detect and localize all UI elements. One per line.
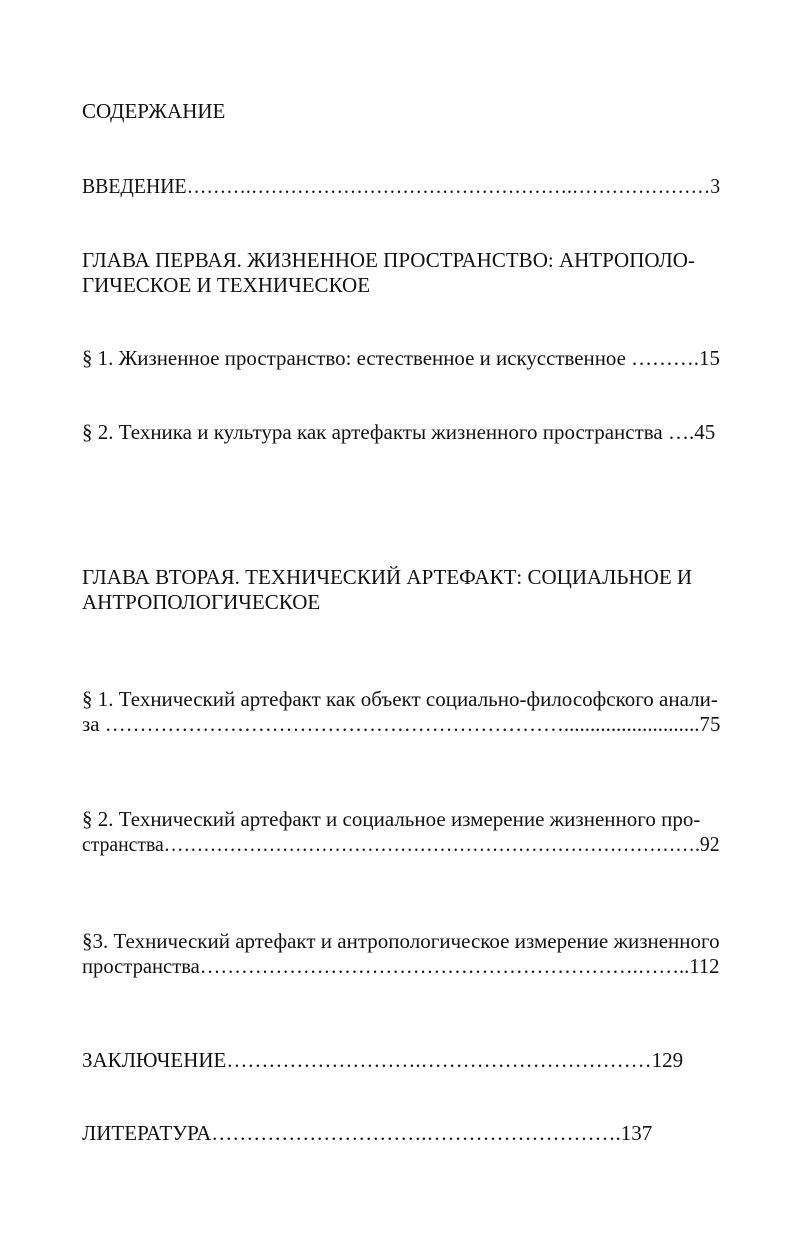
toc-chapter-2-title-line-1: ГЛАВА ВТОРАЯ. ТЕХНИЧЕСКИЙ АРТЕФАКТ: СОЦИАЛЬНОЕ И [82,565,693,589]
toc-ch1-section-1: § 1. Жизненное пространство: естественное и искусственное ……….15 [82,346,720,370]
toc-chapter-1-title-line-1: ГЛАВА ПЕРВАЯ. ЖИЗНЕННОЕ ПРОСТРАНСТВО: АНТРОПОЛО- [82,248,695,272]
toc-ch2-section-3-line-2: пространства……………………………………………………….……..112 [82,954,720,978]
toc-entry-introduction: ВВЕДЕНИЕ……….………………………………………….…………………3 [82,174,721,198]
toc-ch2-section-2-line-2: странства……………………………………………………………………….92 [82,832,720,856]
toc-ch2-section-1-line-2: за …………………………………………………………..........................75 [82,712,721,736]
toc-entry-literature: ЛИТЕРАТУРА………………………….……………………….137 [82,1121,653,1145]
toc-entry-conclusion: ЗАКЛЮЧЕНИЕ……………………….……………………………129 [82,1048,684,1072]
toc-chapter-1-title-line-2: ГИЧЕСКОЕ И ТЕХНИЧЕСКОЕ [82,273,371,297]
toc-ch2-section-2-line-1: § 2. Технический артефакт и социальное измерение жизненного про- [82,807,701,831]
toc-heading: СОДЕРЖАНИЕ [82,99,226,123]
toc-chapter-2-title-line-2: АНТРОПОЛОГИЧЕСКОЕ [82,590,321,614]
toc-ch2-section-1-line-1: § 1. Технический артефакт как объект социально-философского анали- [82,687,718,711]
toc-ch2-section-3-line-1: §3. Технический артефакт и антропологическое измерение жизненного [82,929,720,953]
toc-ch1-section-2: § 2. Техника и культура как артефакты жизненного пространства ….45 [82,420,716,444]
